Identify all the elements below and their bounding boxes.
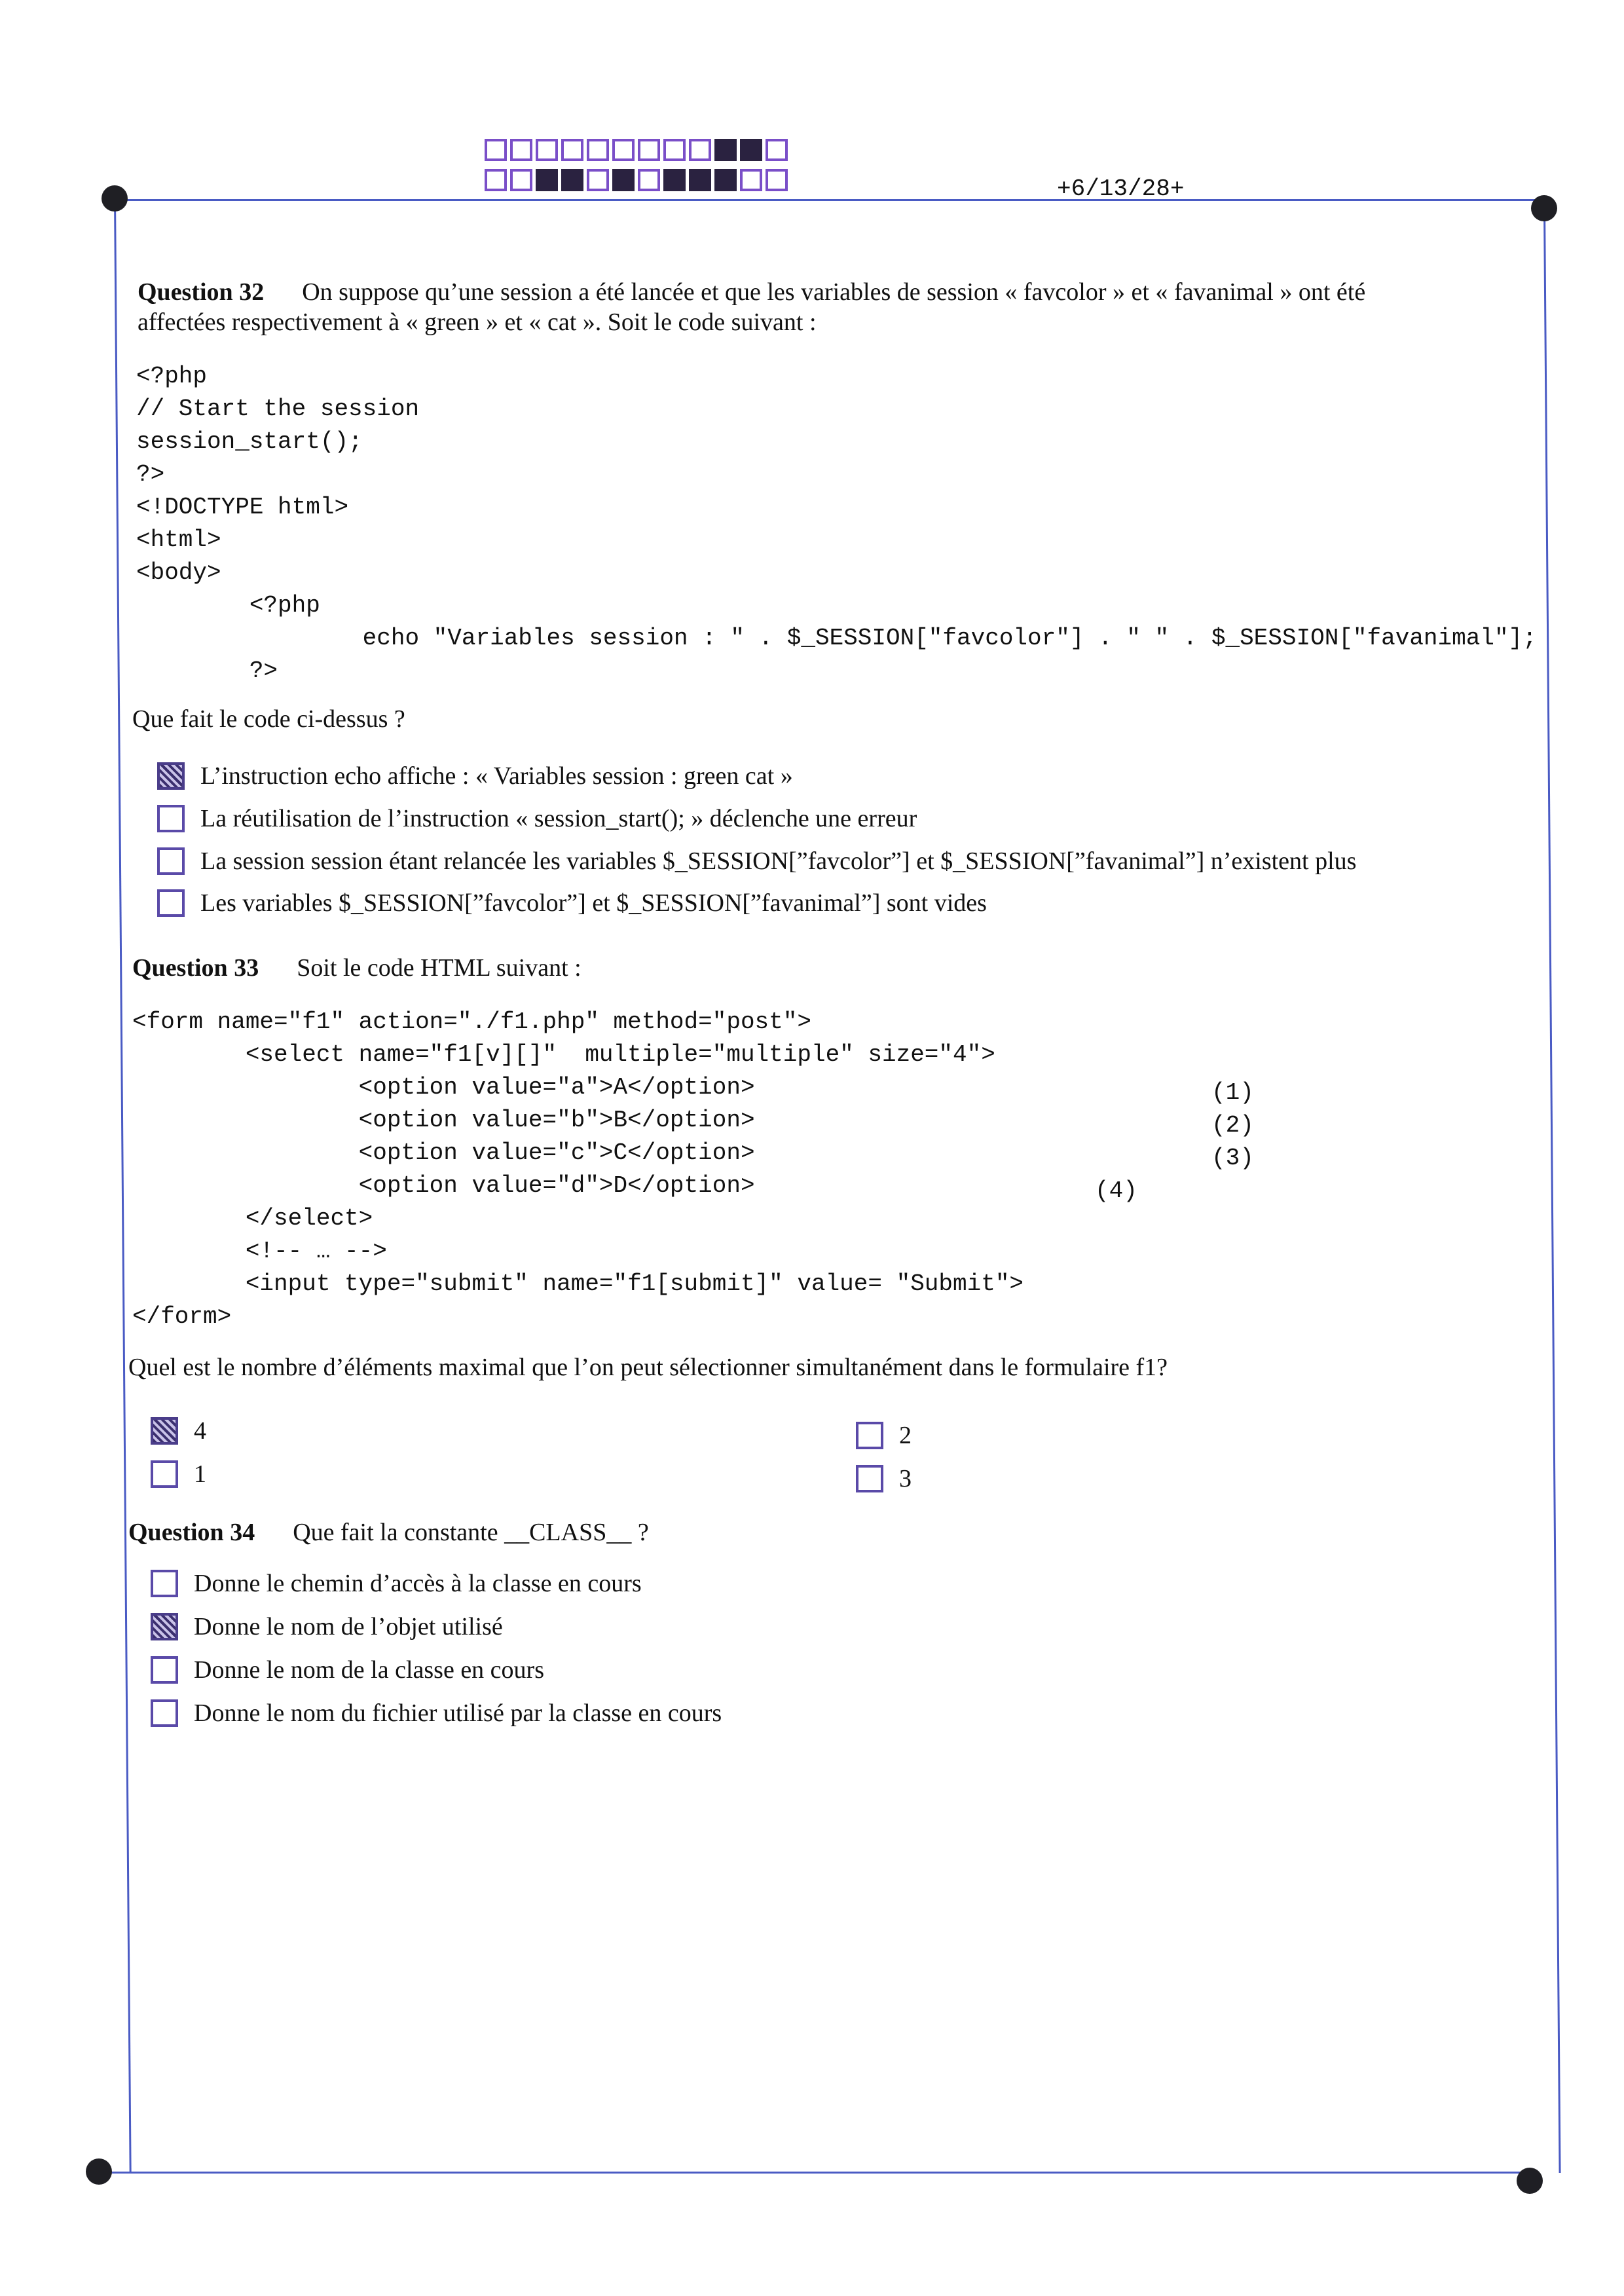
question-34-option-3-label: Donne le nom de la classe en cours <box>194 1656 544 1684</box>
question-32-code-line: <?php <box>136 592 320 619</box>
question-32-option-2[interactable] <box>157 804 917 833</box>
corner-dot-bottom-right <box>1517 2168 1543 2194</box>
code-cell <box>714 139 737 161</box>
question-32-option-4[interactable] <box>157 889 987 917</box>
question-34-option-1[interactable] <box>151 1569 642 1598</box>
question-33-heading <box>132 954 1534 982</box>
question-34-heading <box>128 1518 1530 1547</box>
question-32-code-line: session_start(); <box>136 428 363 455</box>
code-marker-1: (1) <box>1211 1079 1254 1106</box>
question-34-option-4[interactable] <box>151 1699 722 1728</box>
frame-top-line <box>115 199 1545 201</box>
question-34-option-1-checkbox[interactable] <box>151 1570 178 1597</box>
code-cell <box>689 169 711 191</box>
code-cell <box>612 169 635 191</box>
question-33-code-line: <option value="c">C</option> <box>132 1139 755 1166</box>
question-33-option-2[interactable] <box>151 1460 206 1489</box>
code-cell <box>561 139 583 161</box>
question-32-option-2-checkbox[interactable] <box>157 805 185 832</box>
question-32-option-1[interactable] <box>157 762 793 790</box>
question-32-code-line: <body> <box>136 559 221 586</box>
question-33-option-1-checkbox[interactable] <box>151 1417 178 1445</box>
binary-code-row-1 <box>485 139 791 161</box>
frame-bottom-line <box>98 2172 1531 2174</box>
question-33-option-1-label: 4 <box>194 1417 206 1445</box>
question-33-code-line: <form name="f1" action="./f1.php" method="post"> <box>132 1009 811 1035</box>
code-cell <box>740 169 762 191</box>
question-34-text-line1: Que fait la constante __CLASS__ ? <box>293 1519 649 1546</box>
corner-dot-top-right <box>1531 195 1557 221</box>
question-33-text-line1: Soit le code HTML suivant : <box>297 954 581 982</box>
code-cell <box>510 169 532 191</box>
question-34-option-3[interactable] <box>151 1656 544 1684</box>
question-33-code-line: <select name="f1[v][]" multiple="multiple" size="4"> <box>132 1041 995 1068</box>
question-32-heading <box>138 278 1539 306</box>
code-marker-3: (3) <box>1211 1145 1254 1172</box>
code-cell <box>638 139 660 161</box>
code-cell <box>663 139 686 161</box>
code-cell <box>766 139 788 161</box>
binary-code-row-2 <box>485 169 791 191</box>
question-33-code-line: <input type="submit" name="f1[submit]" value= "Submit"> <box>132 1270 1024 1297</box>
question-32-option-1-label: L’instruction echo affiche : « Variables session : green cat » <box>200 762 793 790</box>
question-33-option-2-label: 1 <box>194 1460 206 1488</box>
question-33-option-3[interactable] <box>856 1421 912 1450</box>
code-cell <box>612 139 635 161</box>
question-32-code <box>136 360 1537 688</box>
question-34-label: Question 34 <box>128 1519 255 1546</box>
question-32-label: Question 32 <box>138 278 265 306</box>
code-cell <box>536 139 558 161</box>
code-cell <box>766 169 788 191</box>
question-32-option-3-checkbox[interactable] <box>157 847 185 875</box>
question-33-prompt: Quel est le nombre d’éléments maximal que l’on peut sélectionner simultanément dans le formulaire f1? <box>128 1354 1168 1381</box>
question-33-option-4-label: 3 <box>899 1465 912 1492</box>
question-34-option-2[interactable] <box>151 1612 503 1641</box>
question-32-text-line1: On suppose qu’une session a été lancée et que les variables de session « favcolor » et « favanimal » ont été <box>302 278 1366 306</box>
binary-code <box>485 139 799 198</box>
question-33-code-line: <option value="d">D</option> <box>132 1172 755 1199</box>
question-32-code-line: <?php <box>136 363 208 390</box>
corner-dot-top-left <box>101 185 128 212</box>
question-32-text-line2: affectées respectivement à « green » et « cat ». Soit le code suivant : <box>138 308 817 336</box>
question-32-code-line: <html> <box>136 527 221 553</box>
question-33-option-3-checkbox[interactable] <box>856 1422 883 1449</box>
question-32-option-1-checkbox[interactable] <box>157 762 185 790</box>
code-marker-4: (4) <box>1095 1177 1137 1204</box>
code-marker-2: (2) <box>1211 1112 1254 1139</box>
frame-right-line <box>1543 208 1561 2173</box>
question-32-code-line: <!DOCTYPE html> <box>136 494 349 521</box>
code-cell <box>740 139 762 161</box>
question-33-code-line: <!-- … --> <box>132 1238 387 1265</box>
question-32-code-line: ?> <box>136 657 278 684</box>
question-33-label: Question 33 <box>132 954 259 982</box>
code-cell <box>510 139 532 161</box>
question-33-code-line: </form> <box>132 1303 232 1330</box>
question-32-prompt: Que fait le code ci-dessus ? <box>132 705 405 733</box>
question-32-option-3-label: La session session étant relancée les variables $_SESSION[”favcolor”] et $_SESSION[”favanimal”] n’existent plus <box>200 847 1357 875</box>
question-34-option-3-checkbox[interactable] <box>151 1656 178 1684</box>
question-33-option-4[interactable] <box>856 1464 912 1493</box>
code-cell <box>536 169 558 191</box>
question-33-code <box>132 1006 1024 1333</box>
question-32-option-3[interactable] <box>157 847 1356 876</box>
question-34-option-1-label: Donne le chemin d’accès à la classe en cours <box>194 1570 642 1597</box>
question-34-option-2-label: Donne le nom de l’objet utilisé <box>194 1613 503 1640</box>
question-33-option-1[interactable] <box>151 1416 206 1445</box>
code-cell <box>561 169 583 191</box>
question-32-code-line: ?> <box>136 461 165 488</box>
code-cell <box>485 169 507 191</box>
question-32-code-line: echo "Variables session : " . $_SESSION["favcolor"] . " " . $_SESSION["favanimal"]; <box>136 625 1537 652</box>
question-32-option-4-label: Les variables $_SESSION[”favcolor”] et $_SESSION[”favanimal”] sont vides <box>200 889 987 917</box>
question-33-option-2-checkbox[interactable] <box>151 1460 178 1488</box>
question-32-option-4-checkbox[interactable] <box>157 889 185 917</box>
question-34-option-2-checkbox[interactable] <box>151 1613 178 1640</box>
frame-left-line <box>114 199 132 2174</box>
page-id: +6/13/28+ <box>1057 176 1185 202</box>
question-33-code-line: </select> <box>132 1205 373 1232</box>
question-33-option-3-label: 2 <box>899 1422 912 1449</box>
question-32-code-line: // Start the session <box>136 396 420 422</box>
question-32-option-2-label: La réutilisation de l’instruction « session_start(); » déclenche une erreur <box>200 805 917 832</box>
question-33-code-line: <option value="a">A</option> <box>132 1074 755 1101</box>
code-cell <box>663 169 686 191</box>
code-cell <box>638 169 660 191</box>
question-33-option-4-checkbox[interactable] <box>856 1465 883 1492</box>
question-34-option-4-label: Donne le nom du fichier utilisé par la classe en cours <box>194 1699 722 1727</box>
code-cell <box>714 169 737 191</box>
question-33-code-line: <option value="b">B</option> <box>132 1107 755 1134</box>
corner-dot-bottom-left <box>86 2158 112 2185</box>
code-cell <box>689 139 711 161</box>
code-cell <box>485 139 507 161</box>
code-cell <box>587 169 609 191</box>
code-cell <box>587 139 609 161</box>
question-34-option-4-checkbox[interactable] <box>151 1699 178 1727</box>
